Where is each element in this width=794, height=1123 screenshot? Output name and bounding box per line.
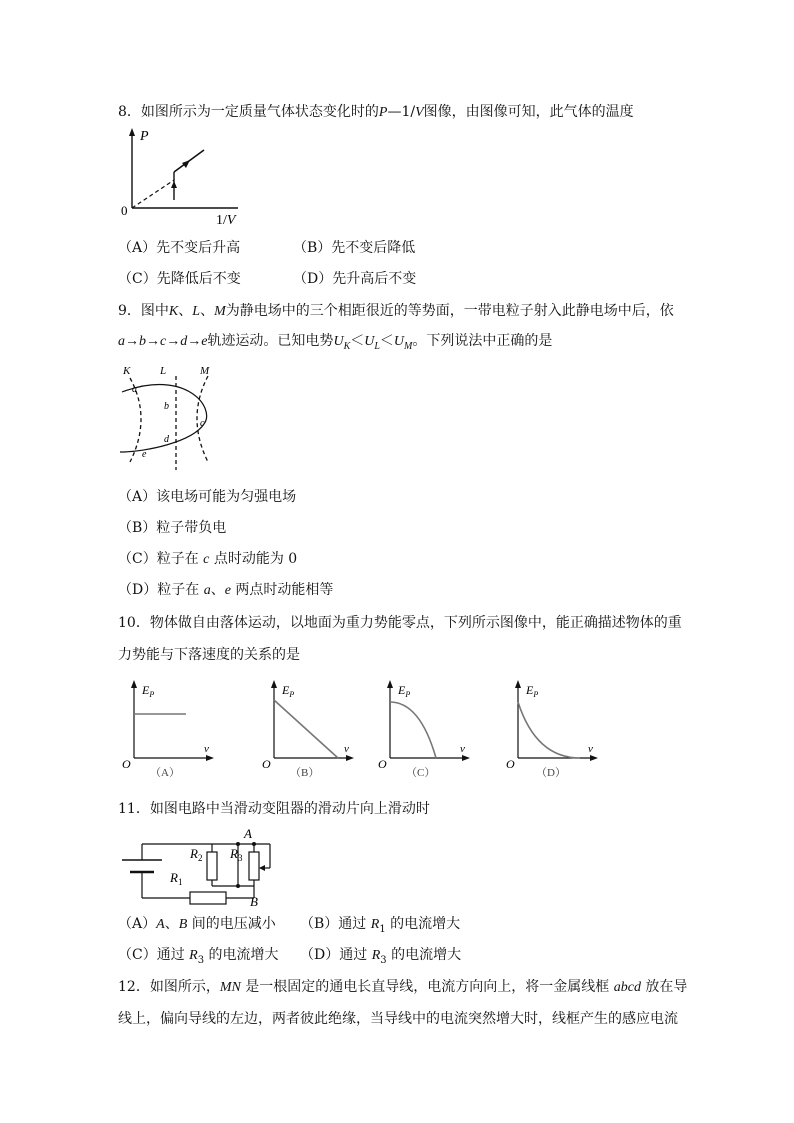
svg-text:b: b <box>164 401 169 412</box>
svg-text:e: e <box>142 449 147 460</box>
q11-r1-label: $R_1$ <box>170 870 183 887</box>
svg-text:O: O <box>378 757 387 771</box>
q9-stem-line1: 9．图中K、L、M为静电场中的三个相距很近的等势面，一带电粒子射入此静电场中后，依 <box>118 303 674 319</box>
svg-text:B: B <box>250 894 258 908</box>
svg-text:c: c <box>200 418 205 429</box>
svg-text:O: O <box>122 757 131 771</box>
q11-circuit <box>114 826 294 908</box>
svg-text:K: K <box>123 365 131 377</box>
q9-equipotential-figure <box>116 362 226 474</box>
svg-text:v: v <box>204 743 209 755</box>
q10-graph-a <box>118 676 218 782</box>
q10-graph-b <box>258 676 358 782</box>
q9-option-d: （D）粒子在 a、e 两点时动能相等 <box>118 582 334 598</box>
q11-option-c: （C）通过 $R_3$ 的电流增大 <box>118 947 279 966</box>
svg-text:O: O <box>506 757 515 771</box>
q9-option-b: （B）粒子带负电 <box>118 520 227 536</box>
q8-y-axis-label: P <box>140 129 149 144</box>
svg-text:a: a <box>132 384 137 395</box>
q8-option-c: （C）先降低后不变 <box>118 271 241 287</box>
q10-c-caption: （C） <box>406 767 436 779</box>
q9-option-a: （A）该电场可能为匀强电场 <box>118 489 297 505</box>
q11-option-a: （A）A、B 间的电压减小 <box>118 916 276 932</box>
svg-text:d: d <box>164 434 169 445</box>
q10-d-y-label: $E_P$ <box>526 683 539 699</box>
svg-text:O: O <box>262 757 271 771</box>
q9-stem-line2: a→b→c→d→e轨迹运动。已知电势$U_K<U_L<U_M$。下列说法中正确的是 <box>118 333 553 352</box>
q8-option-a: （A）先不变后升高 <box>118 240 241 256</box>
q10-b-y-label: $E_P$ <box>282 683 295 699</box>
q10-stem-line2: 力势能与下落速度的关系的是 <box>118 647 300 663</box>
q10-graph-d <box>502 676 602 782</box>
q8-option-d: （D）先升高后不变 <box>293 271 417 287</box>
q10-a-caption: （A） <box>150 767 180 779</box>
svg-text:M: M <box>200 365 210 377</box>
q8-x-axis-label: 1/V <box>216 213 236 228</box>
svg-text:A: A <box>244 826 252 841</box>
q11-r2-label: $R_2$ <box>190 846 203 863</box>
q10-stem-line1: 10．物体做自由落体运动，以地面为重力势能零点，下列所示图像中，能正确描述物体的重 <box>118 615 682 631</box>
q11-option-b: （B）通过 $R_1$ 的电流增大 <box>300 916 461 935</box>
svg-text:v: v <box>588 743 593 755</box>
q12-stem-line1: 12．如图所示，MN 是一根固定的通电长直导线，电流方向向上，将一金属线框 abcd 放在导 <box>118 979 688 995</box>
svg-text:v: v <box>344 743 349 755</box>
q10-a-y-label: $E_P$ <box>142 683 155 699</box>
q11-option-d: （D）通过 $R_3$ 的电流增大 <box>300 947 462 966</box>
q11-stem: 11．如图电路中当滑动变阻器的滑动片向上滑动时 <box>118 801 430 817</box>
q10-b-caption: （B） <box>290 767 320 779</box>
q10-graph-c <box>374 676 474 782</box>
q8-origin-label: 0 <box>121 203 128 218</box>
q12-stem-line2: 线上，偏向导线的左边，两者彼此绝缘，当导线中的电流突然增大时，线框产生的感应电流 <box>118 1011 678 1027</box>
q10-d-caption: （D） <box>536 767 566 779</box>
q8-stem: 8．如图所示为一定质量气体状态变化时的P—1/V图像，由图像可知，此气体的温度 <box>118 104 634 120</box>
q8-pv-graph <box>118 126 258 228</box>
q9-option-c: （C）粒子在 c 点时动能为 0 <box>118 551 298 567</box>
svg-text:v: v <box>460 743 465 755</box>
q10-c-y-label: $E_P$ <box>398 683 411 699</box>
q11-r3-label: $R_3$ <box>230 846 243 863</box>
svg-text:L: L <box>160 365 167 377</box>
q8-option-b: （B）先不变后降低 <box>293 240 416 256</box>
